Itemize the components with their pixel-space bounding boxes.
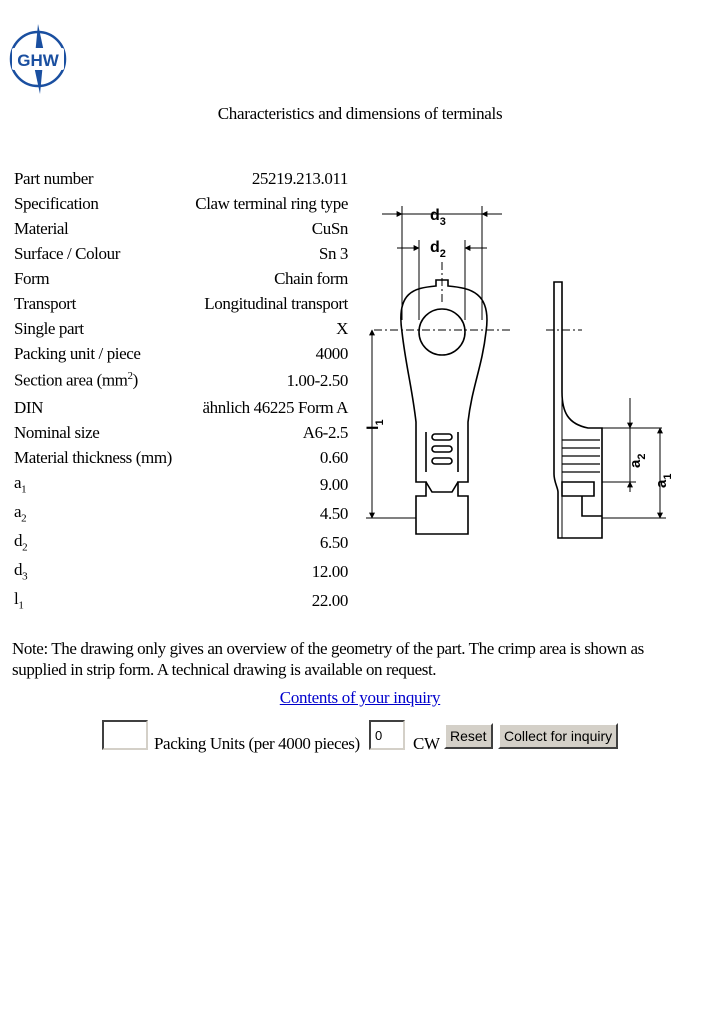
spec-row-section-area xyxy=(14,366,348,395)
inquiry-contents-link[interactable]: Contents of your inquiry xyxy=(279,688,441,707)
dim-label-d3: $d_3$ xyxy=(430,207,446,228)
reset-button[interactable]: Reset xyxy=(444,723,493,749)
spec-label xyxy=(14,470,184,499)
terminal-front-outline xyxy=(401,280,487,534)
spec-label: Packing unit / piece xyxy=(14,343,141,363)
cw-label: CW xyxy=(413,734,440,753)
spec-value: ähnlich 46225 Form A xyxy=(202,397,348,417)
spec-label-text: d xyxy=(14,531,23,551)
spec-row-material xyxy=(14,216,348,241)
spec-label-sub: 1 xyxy=(18,599,24,612)
spec-value: 9.00 xyxy=(319,474,348,494)
spec-label: Material xyxy=(14,218,69,238)
spec-label-sub: 2 xyxy=(21,512,27,525)
spec-label xyxy=(14,528,184,557)
dim-label-d2: $d_2$ xyxy=(430,239,446,260)
spec-label-text: l xyxy=(14,589,19,609)
spec-label-sup: 2 xyxy=(127,370,133,383)
spec-value: Longitudinal transport xyxy=(204,293,348,313)
spec-row-nominal-size xyxy=(14,420,348,445)
spec-value: Chain form xyxy=(274,268,348,288)
spec-label: Nominal size xyxy=(14,422,100,442)
dim-label-a1: $a_1$ xyxy=(653,473,674,488)
spec-value: X xyxy=(336,318,348,338)
spec-value: 0.60 xyxy=(319,447,348,467)
spec-label: Form xyxy=(14,268,50,288)
spec-label-sub: 2 xyxy=(22,541,28,554)
packing-units-label: Packing Units (per 4000 pieces) xyxy=(154,734,360,753)
spec-value: Sn 3 xyxy=(318,243,348,263)
spec-value: CuSn xyxy=(311,218,348,238)
spec-value: 25219.213.011 xyxy=(251,168,348,188)
spec-value: 4000 xyxy=(315,343,348,363)
spec-row-single-part xyxy=(14,316,348,341)
collect-for-inquiry-button[interactable]: Collect for inquiry xyxy=(498,723,618,749)
spec-label: Material thickness (mm) xyxy=(14,447,172,467)
cw-input[interactable] xyxy=(369,720,405,750)
drawing-note: Note: The drawing only gives an overview of the geometry of the part. The crimp area is shown as supplied in strip form. A technical drawing is available on request. xyxy=(12,639,644,679)
terminal-side-outline xyxy=(554,282,602,538)
spec-label-text: Section area (mm xyxy=(14,370,128,390)
dim-label-l1: $l_1$ xyxy=(365,419,386,430)
spec-label xyxy=(14,499,184,528)
spec-value: 22.00 xyxy=(311,590,348,610)
spec-row-packing-unit xyxy=(14,341,348,366)
spec-value: 6.50 xyxy=(319,532,348,552)
spec-row-material-thickness xyxy=(14,445,348,470)
spec-value: Claw terminal ring type xyxy=(195,193,348,213)
spec-label-sub: 1 xyxy=(21,483,27,496)
spec-label-text: a xyxy=(14,473,22,493)
spec-label: Transport xyxy=(14,293,76,313)
spec-value: 12.00 xyxy=(311,561,348,581)
spec-value: A6-2.5 xyxy=(302,422,348,442)
spec-row-a2 xyxy=(14,499,348,528)
spec-table xyxy=(14,166,348,615)
spec-label-sub: 3 xyxy=(22,570,28,583)
spec-label: Single part xyxy=(14,318,84,338)
spec-value: 1.00-2.50 xyxy=(286,370,348,390)
spec-label: DIN xyxy=(14,397,44,417)
spec-label-end: ) xyxy=(132,370,138,390)
spec-row-d2 xyxy=(14,528,348,557)
spec-label-text: a xyxy=(14,502,22,522)
spec-row-transport xyxy=(14,291,348,316)
spec-label xyxy=(14,586,184,615)
terminal-ring-hole xyxy=(419,309,465,355)
spec-label-text: d xyxy=(14,560,23,580)
spec-label xyxy=(14,366,184,395)
page-title: Characteristics and dimensions of terminals xyxy=(217,104,503,123)
spec-label xyxy=(14,557,184,586)
packing-units-input[interactable] xyxy=(102,720,148,750)
spec-row-surface xyxy=(14,241,348,266)
spec-label: Part number xyxy=(14,168,94,188)
spec-label: Surface / Colour xyxy=(14,243,120,263)
ghw-logo-icon xyxy=(8,24,70,94)
order-form xyxy=(102,719,662,755)
spec-value: 4.50 xyxy=(319,503,348,523)
spec-row-l1 xyxy=(14,586,348,615)
spec-label: Specification xyxy=(14,193,99,213)
spec-row-d3 xyxy=(14,557,348,586)
spec-row-a1 xyxy=(14,470,348,499)
dim-label-a2: $a_2$ xyxy=(627,453,648,468)
spec-row-part-number xyxy=(14,166,348,191)
spec-row-form xyxy=(14,266,348,291)
spec-row-specification xyxy=(14,191,348,216)
logo-text: GHW xyxy=(17,51,59,70)
terminal-drawing xyxy=(362,192,682,552)
spec-row-din xyxy=(14,395,348,420)
